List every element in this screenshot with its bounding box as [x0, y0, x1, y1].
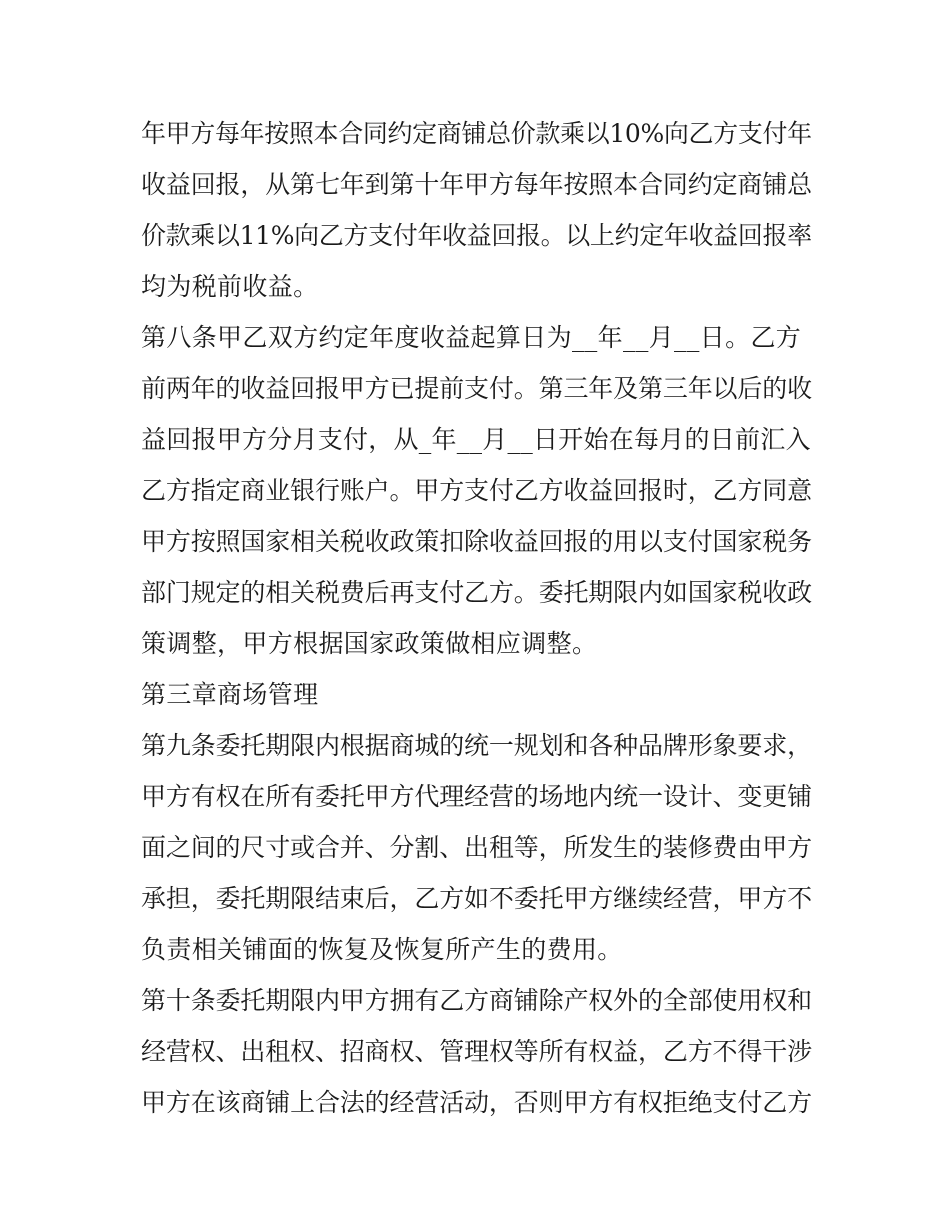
- text-line: 价款乘以11%向乙方支付年收益回报。以上约定年收益回报率: [141, 221, 812, 250]
- text-line: 部门规定的相关税费后再支付乙方。委托期限内如国家税收政: [141, 578, 812, 607]
- text-line: 均为税前收益。: [141, 272, 319, 301]
- text-line: 负责相关铺面的恢复及恢复所产生的费用。: [141, 935, 623, 964]
- text-line: 年甲方每年按照本合同约定商铺总价款乘以10%向乙方支付年: [141, 119, 812, 148]
- article-10-line: 第十条委托期限内甲方拥有乙方商铺除产权外的全部使用权和: [141, 986, 812, 1015]
- text-line: 乙方指定商业银行账户。甲方支付乙方收益回报时，乙方同意: [141, 476, 812, 505]
- text-line: 面之间的尺寸或合并、分割、出租等，所发生的装修费由甲方: [141, 833, 812, 862]
- text-line: 经营权、出租权、招商权、管理权等所有权益，乙方不得干涉: [141, 1037, 812, 1066]
- chapter-heading: 第三章商场管理: [141, 680, 319, 709]
- document-body: [141, 108, 813, 1128]
- text-line: 承担，委托期限结束后，乙方如不委托甲方继续经营，甲方不: [141, 884, 812, 913]
- text-line: 甲方按照国家相关税收政策扣除收益回报的用以支付国家税务: [141, 527, 812, 556]
- text-line: 甲方有权在所有委托甲方代理经营的场地内统一设计、变更铺: [141, 782, 812, 811]
- article-8-line: 第八条甲乙双方约定年度收益起算日为__年__月__日。乙方: [141, 323, 802, 352]
- text-line: 益回报甲方分月支付，从_年__月__日开始在每月的日前汇入: [141, 425, 811, 454]
- text-line: 甲方在该商铺上合法的经营活动，否则甲方有权拒绝支付乙方: [141, 1088, 812, 1117]
- text-line: 前两年的收益回报甲方已提前支付。第三年及第三年以后的收: [141, 374, 812, 403]
- text-line: 收益回报，从第七年到第十年甲方每年按照本合同约定商铺总: [141, 170, 812, 199]
- article-9-line: 第九条委托期限内根据商城的统一规划和各种品牌形象要求，: [141, 731, 812, 760]
- text-line: 策调整，甲方根据国家政策做相应调整。: [141, 629, 598, 658]
